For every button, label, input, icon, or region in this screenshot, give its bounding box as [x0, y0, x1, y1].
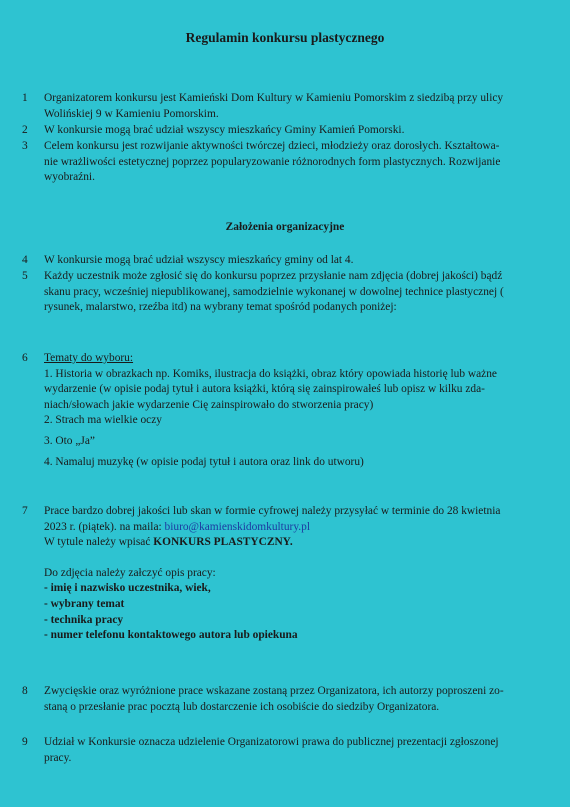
- attach-item: - technika pracy: [44, 613, 124, 626]
- topic-1-line: 1. Historia w obrazkach np. Komiks, ilustracja do książki, obraz który opowiada historię lub ważne: [44, 367, 497, 380]
- item-number: 5: [22, 270, 28, 282]
- item-text-line: skanu pracy, wcześniej niepublikowanej, samodzielnie wykonanej w dowolnej technice plastycznej (: [44, 285, 504, 298]
- attach-item: - wybrany temat: [44, 597, 125, 610]
- item-number: 2: [22, 124, 28, 136]
- item-text-line: staną o przesłanie prac pocztą lub dostarczenie ich osobiście do siedziby Organizatora.: [44, 700, 440, 713]
- topics-heading: Tematy do wyboru:: [44, 352, 134, 364]
- topic-1-line: niach/słowach jakie wydarzenie Cię zainspirowało do stworzenia pracy): [44, 398, 374, 411]
- item-text-line: W konkursie mogą brać udział wszyscy mieszkańcy gminy od lat 4.: [44, 254, 354, 266]
- email-link[interactable]: biuro@kamienskidomkultury.pl: [164, 520, 310, 533]
- item-text-line: wyobraźni.: [44, 171, 95, 184]
- topic-1-line: wydarzenie (w opisie podaj tytuł i autora książki, którą się zainspirowałeś lub opisz w kilku zda-: [44, 383, 485, 396]
- attach-item: - numer telefonu kontaktowego autora lub opiekuna: [44, 629, 298, 642]
- section-heading: Założenia organizacyjne: [225, 221, 345, 233]
- item-number: 7: [22, 505, 28, 517]
- item-number: 3: [22, 140, 28, 152]
- subject-prefix: W tytule należy wpisać: [44, 536, 154, 549]
- topic-3: 3. Oto „Ja”: [44, 434, 95, 447]
- item-number: 8: [22, 685, 28, 697]
- item-text-line: Udział w Konkursie oznacza udzielenie Organizatorowi prawa do publicznej prezentacji zgłoszonej: [44, 736, 499, 748]
- attach-intro: Do zdjęcia należy załczyć opis pracy:: [44, 566, 216, 579]
- deadline-line: Prace bardzo dobrej jakości lub skan w formie cyfrowej należy przysyłać w terminie do 28 kwietnia: [44, 505, 501, 517]
- item-text-line: pracy.: [44, 751, 72, 764]
- item-text-line: Każdy uczestnik może zgłosić się do konkursu poprzez przysłanie nam zdjęcia (dobrej jakości) bądź: [44, 270, 503, 282]
- item-text-line: Wolińskiej 9 w Kamieniu Pomorskim.: [44, 107, 219, 120]
- email-prefix: 2023 r. (piątek). na maila:: [44, 520, 165, 533]
- item-number: 4: [22, 254, 28, 266]
- subject-text: KONKURS PLASTYCZNY.: [153, 536, 293, 549]
- item-number: 1: [22, 92, 28, 104]
- item-text-line: Celem konkursu jest rozwijanie aktywności twórczej dzieci, młodzieży oraz dorosłych. Kształtowa-: [44, 140, 500, 152]
- item-text-line: nie wrażliwości estetycznej poprzez popularyzowanie różnorodnych form plastycznych. Rozwijanie: [44, 155, 501, 168]
- item-text-line: W konkursie mogą brać udział wszyscy mieszkańcy Gminy Kamień Pomorski.: [44, 124, 405, 136]
- topic-2: 2. Strach ma wielkie oczy: [44, 414, 162, 427]
- item-number: 6: [22, 352, 28, 364]
- item-text-line: rysunek, malarstwo, rzeźba itd) na wybrany temat spośród podanych poniżej:: [44, 301, 397, 314]
- topic-4: 4. Namaluj muzykę (w opisie podaj tytuł i autora oraz link do utworu): [44, 455, 364, 468]
- item-text-line: Zwycięskie oraz wyróżnione prace wskazane zostaną przez Organizatora, ich autorzy poproszeni zo-: [44, 685, 504, 697]
- attach-item: - imię i nazwisko uczestnika, wiek,: [44, 582, 211, 595]
- document-title: Regulamin konkursu plastycznego: [185, 30, 385, 45]
- item-text-line: Organizatorem konkursu jest Kamieński Dom Kultury w Kamieniu Pomorskim z siedzibą przy ulicy: [44, 92, 504, 104]
- item-number: 9: [22, 736, 28, 748]
